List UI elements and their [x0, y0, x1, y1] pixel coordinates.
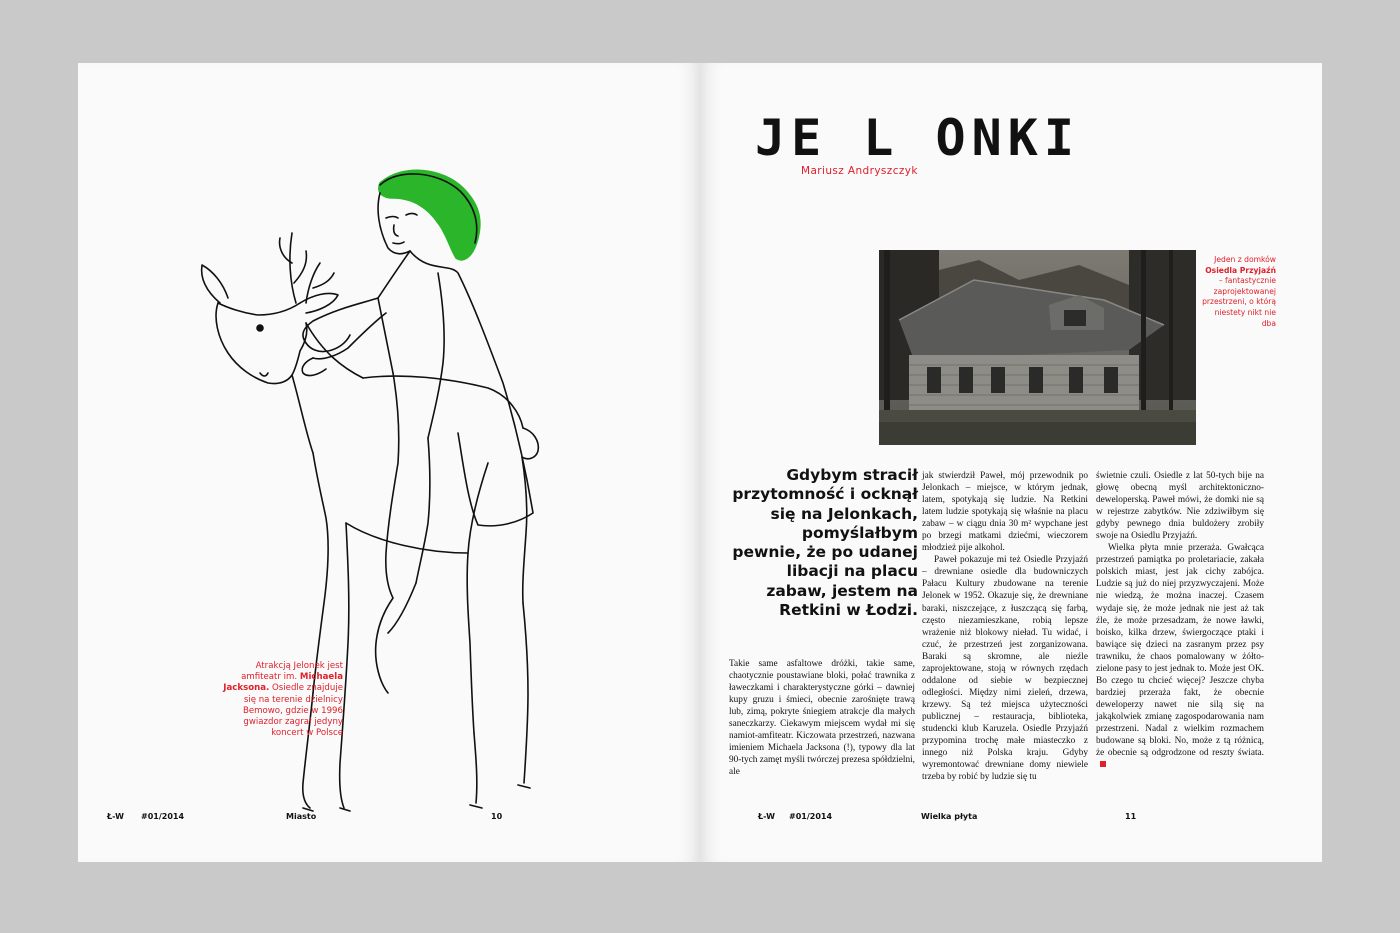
issue-number: #01/2014: [141, 812, 185, 821]
caption-line: przestrzeni, o którą: [1202, 297, 1276, 307]
section-name: Miasto: [286, 812, 317, 821]
article-column-1: [729, 658, 915, 778]
article-column-3: [1096, 470, 1264, 771]
page-number: 11: [1125, 812, 1137, 821]
caption-line: dba: [1261, 318, 1276, 328]
wooden-house-image: [879, 250, 1196, 445]
caption-bold: Osiedla Przyjaźń: [1205, 265, 1276, 275]
paragraph: świetnie czuli. Osiedle z lat 50-tych bije na głowę obecną myśl architektoniczno-deweloperską. Paweł mówi, że domki nie są w rejestrze zabytków. Nie zdziwiłbym się gdyby pewnego dnia buldożery zrobiły swoje na Osiedlu Przyjaźń.: [1096, 471, 1264, 542]
article-column-2: [922, 470, 1088, 783]
house-photo: [879, 250, 1196, 445]
caption-line: Osiedle znajduje: [269, 683, 343, 694]
magazine-logo: Ł-W: [107, 812, 124, 821]
caption-line: amfiteatr im.: [241, 672, 300, 683]
paragraph-text: Wielka płyta mnie przeraża. Gwałcąca przestrzeń pamiątka po proletariacie, zakała polskich miast, jest jak cichy zabójca. Ludzie są już do niej przyzwyczajeni. Może nie wiedzą, że można inaczej. Czasem wydaje się, że może jednak nie jest aż tak źle, że może przesadzam, że nowe ławki, boisko, kilka drzew, świergoczące ptaki i bawiące się dzieci na zasranym przez psy trawniku, że chaos pomalowany w żółto-zielone pasy to jest jednak to. Może jest OK. Bo czego tu chcieć więcej? Jeszcze chyba bardziej przeraża fakt, że obecnie deweloperzy nawet nie silą się na jakąkolwiek zmianę zagospodarowania nam przestrzeni. Nadal z wielkim rozmachem budowane są bloki. No, może z tą różnicą, że obecnie są odgrodzone od reszty świata.: [1096, 543, 1264, 759]
caption-line: Atrakcją Jelonek jest: [255, 661, 343, 671]
caption-line: Jeden z domków: [1214, 255, 1276, 264]
article-title: JE L ONKI: [755, 109, 1080, 167]
caption-line: niestety nikt nie: [1214, 307, 1276, 317]
left-page: [78, 63, 700, 862]
caption-line: się na terenie dzielnicy: [243, 694, 343, 705]
paragraph: Takie same asfaltowe dróżki, takie same, chaotycznie poustawiane bloki, połać trawnika z ławeczkami i charakterystyczne górki – dawniej kupy gruzu i śmieci, obecnie zarośnięte trawą lub, zimą, pokryte śniegiem atrakcje dla małych saneczkarzy. Ciekawym miejscem wydał mi się namiot-amfiteatr. Kiczowata przestrzeń, nazwana imieniem Michaela Jacksona (!), typowy dla lat 90-tych zamęt myśli twórczej prezesa spółdzielni, ale: [729, 659, 915, 778]
illustration-caption: [168, 661, 343, 739]
caption-line: gwiazdor zagrał jedyny: [243, 717, 343, 728]
right-page: [700, 63, 1322, 862]
caption-line: Bemowo, gdzie w 1996: [242, 705, 343, 716]
photo-caption: [1200, 255, 1276, 329]
issue-number: #01/2014: [789, 812, 833, 821]
pull-quote: Gdybym stracił przytomność i ocknął się na Jelonkach, pomyślałbym pewnie, że po udanej libacji na placu zabaw, jestem na Retkini w Łodzi.: [732, 466, 918, 620]
article-author: Mariusz Andryszczyk: [801, 165, 918, 177]
caption-bold: Jacksona.: [223, 683, 270, 694]
caption-line: – fantastycznie: [1218, 276, 1276, 286]
paragraph: [1096, 542, 1264, 771]
page-number: 10: [491, 812, 503, 821]
section-name: Wielka płyta: [921, 812, 978, 821]
paragraph: jak stwierdził Paweł, mój przewodnik po Jelonkach – miejsce, w którym jednak, latem, spotykają się ludzie. Na Retkini latem ludzie spotykają się właśnie na placu zabaw – w ciągu dnia 30 m² wypchane jest po brzegi matkami dziećmi, wieczorem młodzież pije alkohol.: [922, 471, 1088, 554]
caption-line: koncert w Polsce: [271, 728, 343, 739]
paragraph: Paweł pokazuje mi też Osiedle Przyjaźń – drewniane osiedle dla budowniczych Pałacu Kultury zbudowane na terenie Jelonek w 1952. Okazuje się, że drewniane baraki, niszczejące, z łuszczącą się farbą, często niezamieszkane, robią lepsze wrażenie niż blokowy nieład. Tu widać, i czuć, że przestrzeń jest zorganizowana. Baraki są skromne, ale nieźle zaprojektowane, stoją w równych rzędach oddalone od siebie w bezpiecznej odległości. Między nimi zieleń, drzewa, krzewy. Są też miejsca użyteczności publicznej – restauracja, biblioteka, studencki klub Karuzela. Osiedle Przyjaźń przypomina trochę małe miasteczko z innego niż Polska kraju. Gdyby wyremontować drewniane domy niewiele trzeba by robić by ludzie się tu: [922, 555, 1088, 783]
caption-bold: Michaela: [299, 672, 343, 683]
magazine-logo: Ł-W: [758, 812, 775, 821]
caption-line: zaprojektowanej: [1213, 286, 1276, 296]
end-mark-icon: [1100, 761, 1106, 767]
